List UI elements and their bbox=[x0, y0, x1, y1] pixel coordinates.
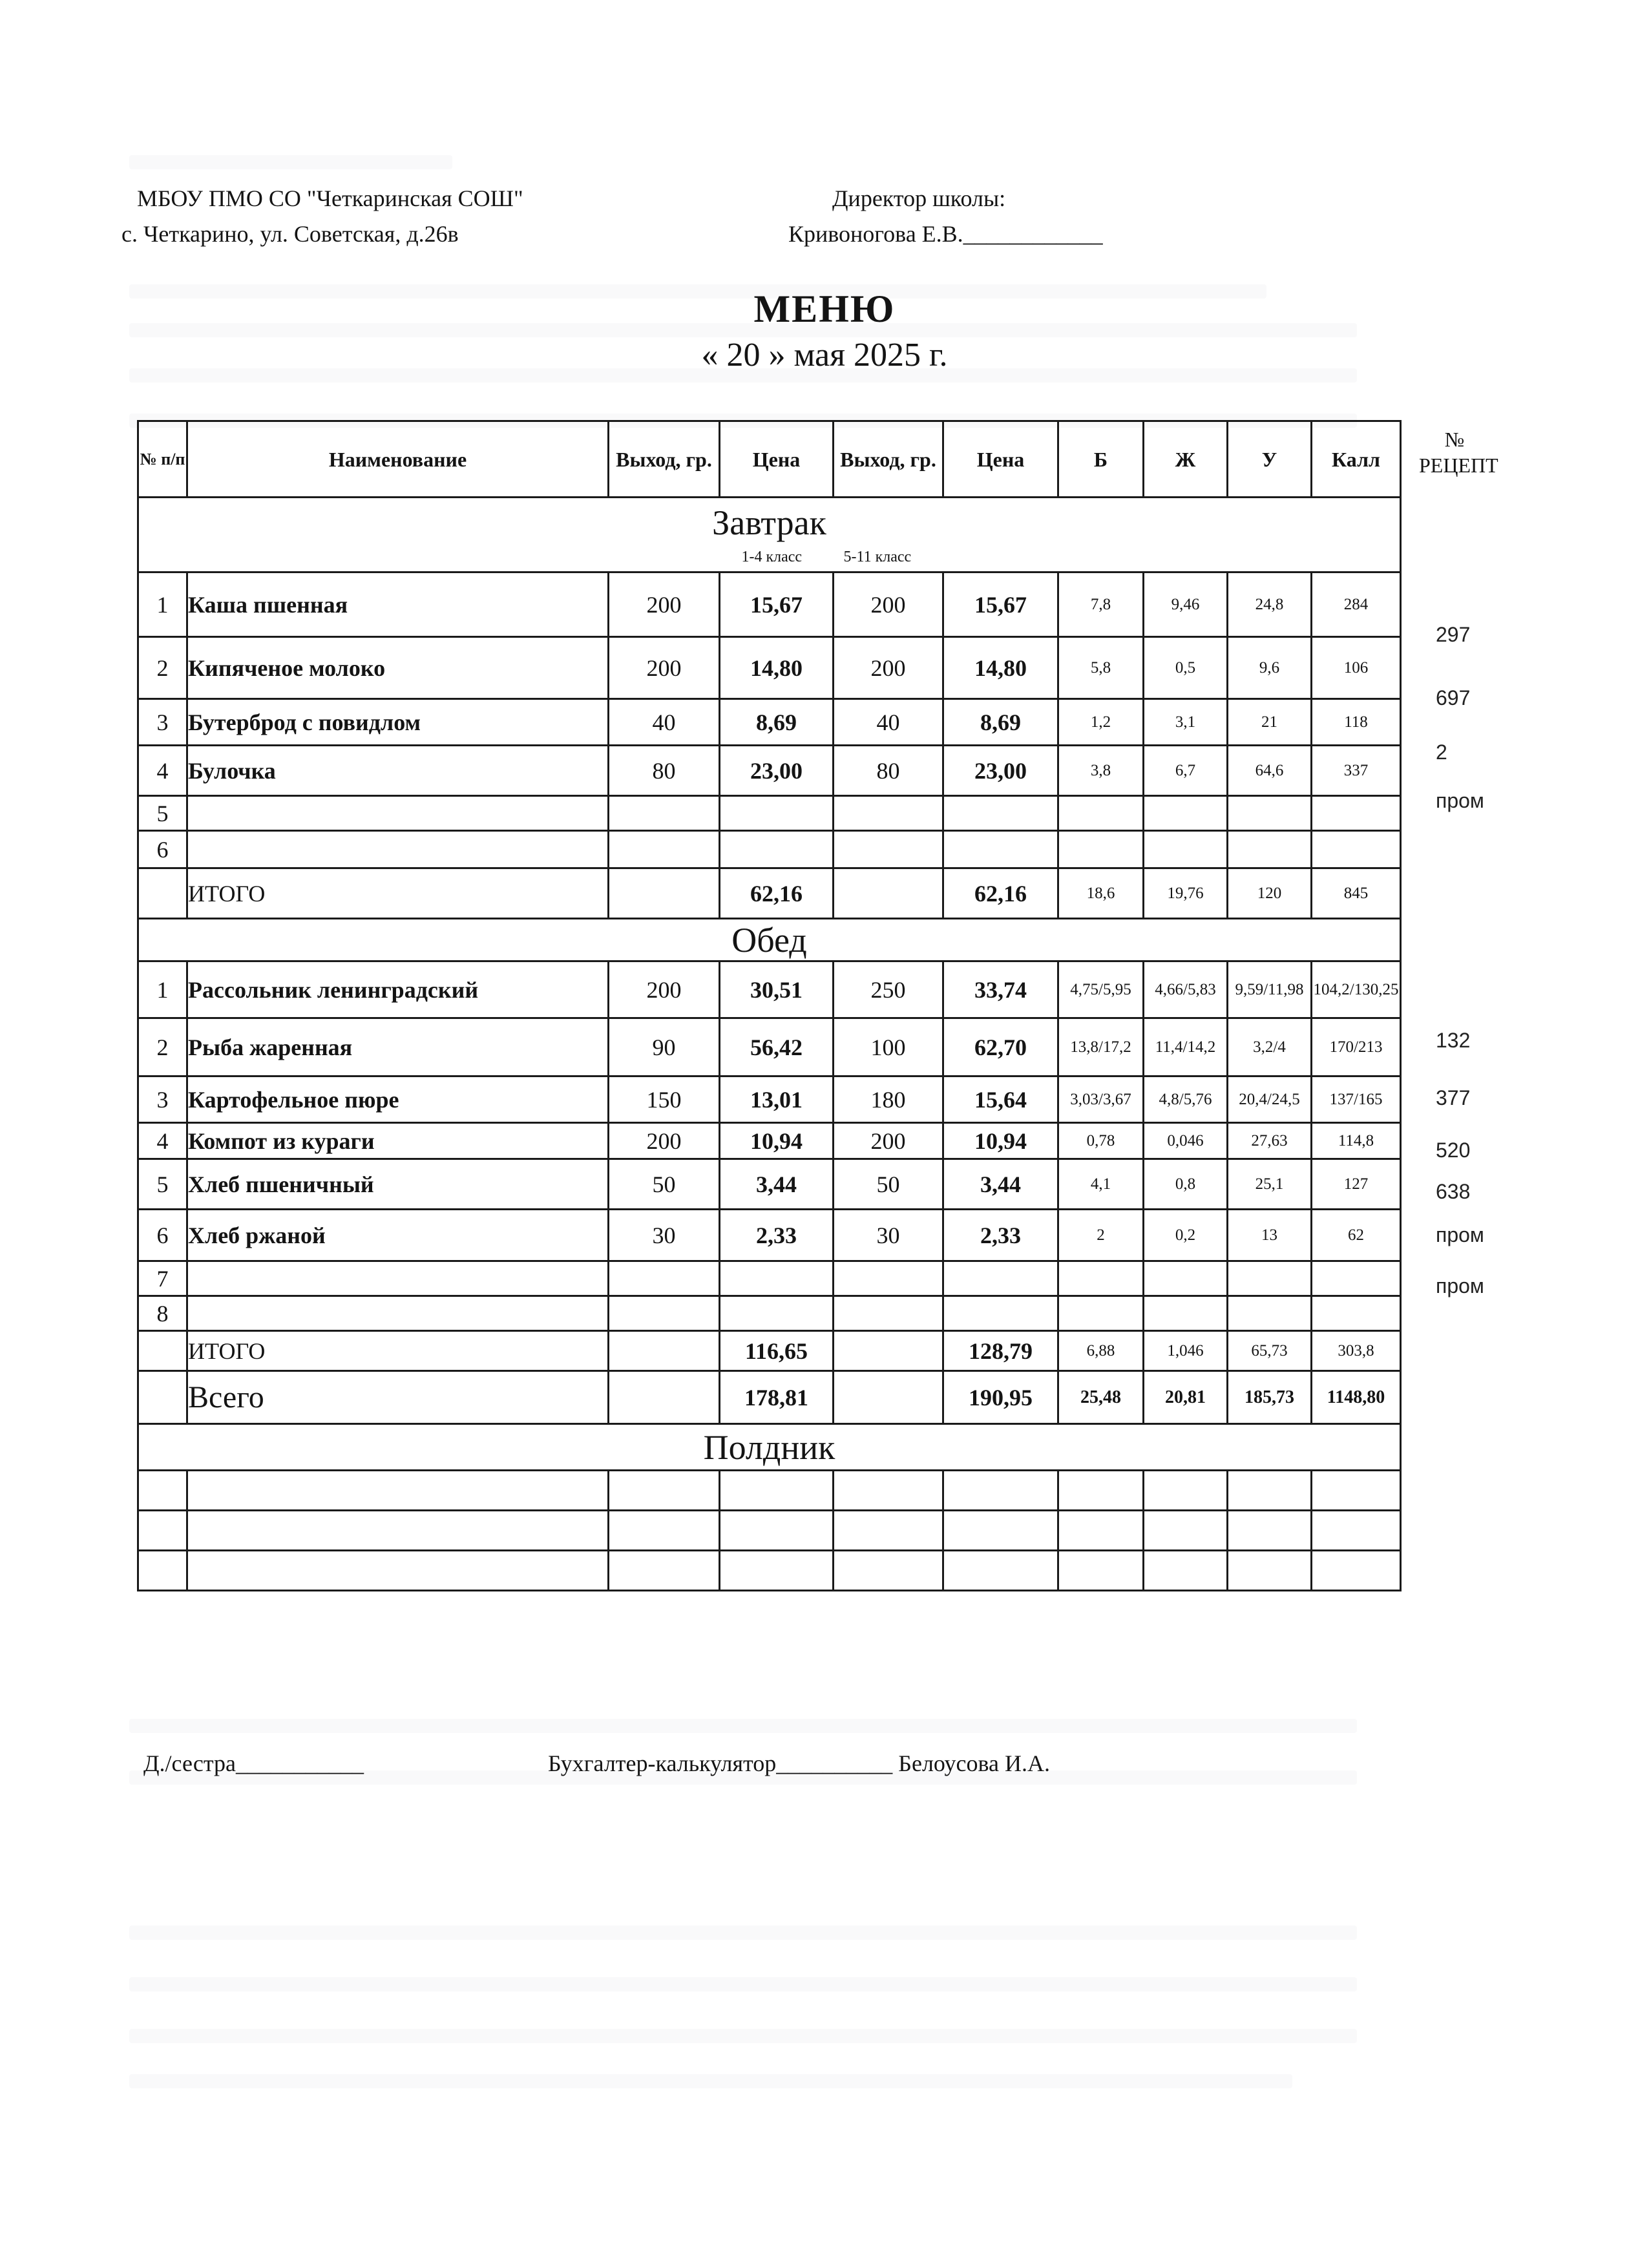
table-row bbox=[138, 831, 1401, 868]
cell-empty bbox=[1058, 1511, 1144, 1551]
cell-empty bbox=[138, 1331, 187, 1371]
total-price-1: 62,16 bbox=[720, 868, 834, 919]
cell-y1: 200 bbox=[609, 961, 720, 1018]
cell-b: 2 bbox=[1058, 1210, 1144, 1261]
cell-empty bbox=[187, 1511, 609, 1551]
cell-zh: 4,8/5,76 bbox=[1144, 1076, 1228, 1123]
recipe-number: пром bbox=[1436, 789, 1484, 812]
cell-zh: 0,5 bbox=[1144, 637, 1228, 699]
cell-empty bbox=[1228, 1471, 1312, 1511]
cell-y1: 40 bbox=[609, 699, 720, 746]
table-row bbox=[138, 572, 1401, 637]
cell-empty bbox=[834, 1371, 943, 1424]
cell-kall: 104,2/130,25 bbox=[1312, 961, 1401, 1018]
total-b: 6,88 bbox=[1058, 1331, 1144, 1371]
cell-n: 2 bbox=[138, 637, 187, 699]
cell-u bbox=[1228, 1261, 1312, 1296]
menu-title: МЕНЮ bbox=[753, 288, 896, 330]
recipe-number: пром bbox=[1436, 1274, 1484, 1297]
cell-b: 3,8 bbox=[1058, 746, 1144, 796]
col-header-u: У bbox=[1228, 421, 1312, 498]
cell-empty bbox=[720, 1471, 834, 1511]
cell-p2: 23,00 bbox=[943, 746, 1058, 796]
cell-u bbox=[1228, 1296, 1312, 1331]
cell-empty bbox=[609, 1331, 720, 1371]
cell-y1: 30 bbox=[609, 1210, 720, 1261]
cell-b: 7,8 bbox=[1058, 572, 1144, 637]
cell-y1 bbox=[609, 831, 720, 868]
class-label-5-11: 5-11 класс bbox=[843, 549, 912, 565]
table-row bbox=[138, 796, 1401, 831]
cell-n: 4 bbox=[138, 746, 187, 796]
cell-y2: 180 bbox=[834, 1076, 943, 1123]
cell-p1: 14,80 bbox=[720, 637, 834, 699]
cell-empty bbox=[138, 1511, 187, 1551]
cell-kall: 137/165 bbox=[1312, 1076, 1401, 1123]
cell-empty bbox=[834, 1471, 943, 1511]
cell-n: 6 bbox=[138, 831, 187, 868]
cell-u: 64,6 bbox=[1228, 746, 1312, 796]
col-header-kall: Калл bbox=[1312, 421, 1401, 498]
cell-p2 bbox=[943, 831, 1058, 868]
col-header-yield-1: Выход, гр. bbox=[609, 421, 720, 498]
table-row bbox=[138, 1551, 1401, 1591]
cell-y2: 100 bbox=[834, 1018, 943, 1076]
cell-y2: 50 bbox=[834, 1159, 943, 1210]
total-b: 18,6 bbox=[1058, 868, 1144, 919]
cell-p2: 62,70 bbox=[943, 1018, 1058, 1076]
cell-u: 20,4/24,5 bbox=[1228, 1076, 1312, 1123]
cell-u: 25,1 bbox=[1228, 1159, 1312, 1210]
class-labels-row bbox=[138, 548, 1401, 572]
col-header-yield-2: Выход, гр. bbox=[834, 421, 943, 498]
class-label-1-4: 1-4 класс bbox=[741, 549, 803, 565]
cell-zh: 4,66/5,83 bbox=[1144, 961, 1228, 1018]
cell-zh: 0,2 bbox=[1144, 1210, 1228, 1261]
total-kall: 1148,80 bbox=[1312, 1371, 1401, 1424]
cell-p2 bbox=[943, 1296, 1058, 1331]
cell-zh: 6,7 bbox=[1144, 746, 1228, 796]
cell-p2: 15,67 bbox=[943, 572, 1058, 637]
cell-empty bbox=[1228, 1551, 1312, 1591]
cell-name: Картофельное пюре bbox=[187, 1076, 609, 1123]
cell-y2: 200 bbox=[834, 637, 943, 699]
cell-name: Хлеб пшеничный bbox=[187, 1159, 609, 1210]
nurse-signature: Д./сестра___________ bbox=[143, 1750, 364, 1776]
total-zh: 20,81 bbox=[1144, 1371, 1228, 1424]
cell-empty bbox=[834, 1331, 943, 1371]
cell-b: 4,75/5,95 bbox=[1058, 961, 1144, 1018]
cell-y2: 80 bbox=[834, 746, 943, 796]
cell-y2: 200 bbox=[834, 1123, 943, 1159]
total-kall: 845 bbox=[1312, 868, 1401, 919]
cell-zh: 0,046 bbox=[1144, 1123, 1228, 1159]
cell-y1: 150 bbox=[609, 1076, 720, 1123]
total-price-2: 190,95 bbox=[943, 1371, 1058, 1424]
cell-n: 5 bbox=[138, 1159, 187, 1210]
total-kall: 303,8 bbox=[1312, 1331, 1401, 1371]
cell-kall bbox=[1312, 831, 1401, 868]
cell-y2 bbox=[834, 796, 943, 831]
school-address: с. Четкарино, ул. Советская, д.26в bbox=[121, 221, 459, 247]
cell-u: 27,63 bbox=[1228, 1123, 1312, 1159]
cell-p2: 2,33 bbox=[943, 1210, 1058, 1261]
total-row bbox=[138, 1331, 1401, 1371]
cell-y2: 250 bbox=[834, 961, 943, 1018]
total-price-2: 62,16 bbox=[943, 868, 1058, 919]
cell-b: 5,8 bbox=[1058, 637, 1144, 699]
cell-y2: 200 bbox=[834, 572, 943, 637]
cell-u: 9,6 bbox=[1228, 637, 1312, 699]
recipe-number: 520 bbox=[1436, 1139, 1471, 1162]
cell-name: Хлеб ржаной bbox=[187, 1210, 609, 1261]
cell-kall: 284 bbox=[1312, 572, 1401, 637]
cell-empty bbox=[834, 1551, 943, 1591]
section-title-snack: Полдник bbox=[138, 1424, 1401, 1471]
total-b: 25,48 bbox=[1058, 1371, 1144, 1424]
cell-empty bbox=[609, 1371, 720, 1424]
cell-empty bbox=[1312, 1511, 1401, 1551]
cell-p2: 3,44 bbox=[943, 1159, 1058, 1210]
cell-n: 5 bbox=[138, 796, 187, 831]
cell-empty bbox=[609, 1471, 720, 1511]
cell-name bbox=[187, 796, 609, 831]
cell-kall: 170/213 bbox=[1312, 1018, 1401, 1076]
cell-n: 2 bbox=[138, 1018, 187, 1076]
total-row bbox=[138, 868, 1401, 919]
cell-p2 bbox=[943, 1261, 1058, 1296]
cell-n: 1 bbox=[138, 961, 187, 1018]
cell-n: 6 bbox=[138, 1210, 187, 1261]
cell-n: 3 bbox=[138, 1076, 187, 1123]
cell-empty bbox=[1312, 1471, 1401, 1511]
cell-n: 4 bbox=[138, 1123, 187, 1159]
cell-u bbox=[1228, 796, 1312, 831]
director-label: Директор школы: bbox=[832, 185, 1006, 211]
cell-empty bbox=[1144, 1511, 1228, 1551]
cell-name: Каша пшенная bbox=[187, 572, 609, 637]
cell-name: Булочка bbox=[187, 746, 609, 796]
director-name: Кривоногова Е.В.____________ bbox=[788, 221, 1103, 247]
cell-zh bbox=[1144, 796, 1228, 831]
cell-y1: 90 bbox=[609, 1018, 720, 1076]
cell-kall: 114,8 bbox=[1312, 1123, 1401, 1159]
school-name: МБОУ ПМО СО "Четкаринская СОШ" bbox=[137, 185, 523, 211]
total-price-1: 178,81 bbox=[720, 1371, 834, 1424]
table-row bbox=[138, 1210, 1401, 1261]
cell-n: 8 bbox=[138, 1296, 187, 1331]
cell-b: 1,2 bbox=[1058, 699, 1144, 746]
recipe-number: 297 bbox=[1436, 623, 1471, 646]
col-header-num: № п/п bbox=[138, 421, 187, 498]
cell-y2 bbox=[834, 1296, 943, 1331]
cell-name: Компот из кураги bbox=[187, 1123, 609, 1159]
cell-p1 bbox=[720, 1296, 834, 1331]
cell-empty bbox=[609, 868, 720, 919]
cell-u: 9,59/11,98 bbox=[1228, 961, 1312, 1018]
table-row bbox=[138, 1076, 1401, 1123]
grand-total-row bbox=[138, 1371, 1401, 1424]
cell-empty bbox=[720, 1551, 834, 1591]
recipe-number: 377 bbox=[1436, 1086, 1471, 1109]
recipe-number: 638 bbox=[1436, 1180, 1471, 1203]
cell-empty bbox=[943, 1471, 1058, 1511]
cell-p2: 33,74 bbox=[943, 961, 1058, 1018]
section-title-breakfast: Завтрак bbox=[138, 498, 1401, 548]
cell-empty bbox=[187, 1471, 609, 1511]
cell-p1: 3,44 bbox=[720, 1159, 834, 1210]
cell-y1: 80 bbox=[609, 746, 720, 796]
cell-b: 3,03/3,67 bbox=[1058, 1076, 1144, 1123]
cell-p1: 2,33 bbox=[720, 1210, 834, 1261]
cell-empty bbox=[834, 1511, 943, 1551]
cell-y2: 30 bbox=[834, 1210, 943, 1261]
cell-zh: 9,46 bbox=[1144, 572, 1228, 637]
total-price-1: 116,65 bbox=[720, 1331, 834, 1371]
cell-y1 bbox=[609, 1261, 720, 1296]
section-title-lunch: Обед bbox=[138, 919, 1401, 961]
cell-kall: 106 bbox=[1312, 637, 1401, 699]
cell-u: 24,8 bbox=[1228, 572, 1312, 637]
recipe-column-header: № РЕЦЕПТ bbox=[1419, 428, 1498, 477]
cell-empty bbox=[187, 1551, 609, 1591]
cell-p1: 23,00 bbox=[720, 746, 834, 796]
cell-p2: 15,64 bbox=[943, 1076, 1058, 1123]
cell-p1: 30,51 bbox=[720, 961, 834, 1018]
cell-empty bbox=[720, 1511, 834, 1551]
cell-b bbox=[1058, 1261, 1144, 1296]
cell-u: 21 bbox=[1228, 699, 1312, 746]
cell-u bbox=[1228, 831, 1312, 868]
cell-name: Рыба жаренная bbox=[187, 1018, 609, 1076]
cell-y1: 200 bbox=[609, 637, 720, 699]
cell-zh: 0,8 bbox=[1144, 1159, 1228, 1210]
cell-kall: 337 bbox=[1312, 746, 1401, 796]
cell-u: 3,2/4 bbox=[1228, 1018, 1312, 1076]
cell-empty bbox=[138, 1551, 187, 1591]
cell-empty bbox=[609, 1551, 720, 1591]
cell-kall: 118 bbox=[1312, 699, 1401, 746]
cell-p2 bbox=[943, 796, 1058, 831]
cell-p1: 13,01 bbox=[720, 1076, 834, 1123]
cell-b: 13,8/17,2 bbox=[1058, 1018, 1144, 1076]
cell-name: Бутерброд с повидлом bbox=[187, 699, 609, 746]
total-zh: 1,046 bbox=[1144, 1331, 1228, 1371]
table-header-row bbox=[138, 421, 1401, 498]
cell-empty bbox=[1228, 1511, 1312, 1551]
cell-kall: 62 bbox=[1312, 1210, 1401, 1261]
accountant-signature: Бухгалтер-калькулятор__________ Белоусова И.А. bbox=[548, 1750, 1051, 1776]
cell-empty bbox=[138, 1471, 187, 1511]
cell-n: 1 bbox=[138, 572, 187, 637]
cell-y2 bbox=[834, 1261, 943, 1296]
table-row bbox=[138, 1018, 1401, 1076]
cell-empty bbox=[138, 868, 187, 919]
cell-name bbox=[187, 1296, 609, 1331]
menu-date: « 20 » мая 2025 г. bbox=[701, 337, 948, 373]
recipe-number: 697 bbox=[1436, 686, 1471, 709]
cell-y1: 200 bbox=[609, 572, 720, 637]
recipe-number: 2 bbox=[1436, 740, 1447, 764]
table-row bbox=[138, 961, 1401, 1018]
cell-p2: 8,69 bbox=[943, 699, 1058, 746]
table-row bbox=[138, 1511, 1401, 1551]
table-row bbox=[138, 637, 1401, 699]
cell-y1 bbox=[609, 1296, 720, 1331]
cell-y2 bbox=[834, 831, 943, 868]
col-header-name: Наименование bbox=[187, 421, 609, 498]
total-zh: 19,76 bbox=[1144, 868, 1228, 919]
col-header-zh: Ж bbox=[1144, 421, 1228, 498]
cell-empty bbox=[1058, 1551, 1144, 1591]
cell-b bbox=[1058, 1296, 1144, 1331]
col-header-b: Б bbox=[1058, 421, 1144, 498]
cell-kall bbox=[1312, 796, 1401, 831]
cell-b: 4,1 bbox=[1058, 1159, 1144, 1210]
total-label: ИТОГО bbox=[187, 1331, 609, 1371]
cell-empty bbox=[943, 1511, 1058, 1551]
cell-p1: 8,69 bbox=[720, 699, 834, 746]
cell-p1: 10,94 bbox=[720, 1123, 834, 1159]
total-label: Всего bbox=[187, 1371, 609, 1424]
cell-empty bbox=[834, 868, 943, 919]
table-row bbox=[138, 1123, 1401, 1159]
cell-name: Рассольник ленинградский bbox=[187, 961, 609, 1018]
cell-empty bbox=[1058, 1471, 1144, 1511]
cell-empty bbox=[1144, 1471, 1228, 1511]
cell-b bbox=[1058, 796, 1144, 831]
total-u: 65,73 bbox=[1228, 1331, 1312, 1371]
cell-y1: 50 bbox=[609, 1159, 720, 1210]
cell-empty bbox=[1144, 1551, 1228, 1591]
cell-empty bbox=[943, 1551, 1058, 1591]
recipe-number: пром bbox=[1436, 1223, 1484, 1246]
cell-p2: 14,80 bbox=[943, 637, 1058, 699]
table-row bbox=[138, 1261, 1401, 1296]
cell-name bbox=[187, 1261, 609, 1296]
total-u: 185,73 bbox=[1228, 1371, 1312, 1424]
total-price-2: 128,79 bbox=[943, 1331, 1058, 1371]
cell-p1: 56,42 bbox=[720, 1018, 834, 1076]
cell-b bbox=[1058, 831, 1144, 868]
cell-p2: 10,94 bbox=[943, 1123, 1058, 1159]
cell-zh: 11,4/14,2 bbox=[1144, 1018, 1228, 1076]
cell-n: 7 bbox=[138, 1261, 187, 1296]
col-header-price-2: Цена bbox=[943, 421, 1058, 498]
cell-zh: 3,1 bbox=[1144, 699, 1228, 746]
cell-kall bbox=[1312, 1296, 1401, 1331]
cell-p1 bbox=[720, 796, 834, 831]
cell-u: 13 bbox=[1228, 1210, 1312, 1261]
total-u: 120 bbox=[1228, 868, 1312, 919]
cell-p1 bbox=[720, 831, 834, 868]
cell-empty bbox=[138, 1371, 187, 1424]
cell-zh bbox=[1144, 1261, 1228, 1296]
cell-p1 bbox=[720, 1261, 834, 1296]
cell-empty bbox=[609, 1511, 720, 1551]
cell-n: 3 bbox=[138, 699, 187, 746]
cell-name: Кипяченое молоко bbox=[187, 637, 609, 699]
recipe-number: 132 bbox=[1436, 1029, 1471, 1052]
cell-p1: 15,67 bbox=[720, 572, 834, 637]
cell-zh bbox=[1144, 1296, 1228, 1331]
section-row-snack bbox=[138, 1424, 1401, 1471]
table-row bbox=[138, 699, 1401, 746]
col-header-price-1: Цена bbox=[720, 421, 834, 498]
table-row bbox=[138, 746, 1401, 796]
section-row-breakfast bbox=[138, 498, 1401, 548]
table-row bbox=[138, 1159, 1401, 1210]
table-row bbox=[138, 1471, 1401, 1511]
table-row bbox=[138, 1296, 1401, 1331]
cell-zh bbox=[1144, 831, 1228, 868]
cell-y1: 200 bbox=[609, 1123, 720, 1159]
cell-name bbox=[187, 831, 609, 868]
total-label: ИТОГО bbox=[187, 868, 609, 919]
cell-b: 0,78 bbox=[1058, 1123, 1144, 1159]
cell-kall: 127 bbox=[1312, 1159, 1401, 1210]
cell-y2: 40 bbox=[834, 699, 943, 746]
cell-kall bbox=[1312, 1261, 1401, 1296]
menu-table bbox=[137, 420, 1402, 1591]
section-row-lunch bbox=[138, 919, 1401, 961]
cell-empty bbox=[1312, 1551, 1401, 1591]
cell-y1 bbox=[609, 796, 720, 831]
